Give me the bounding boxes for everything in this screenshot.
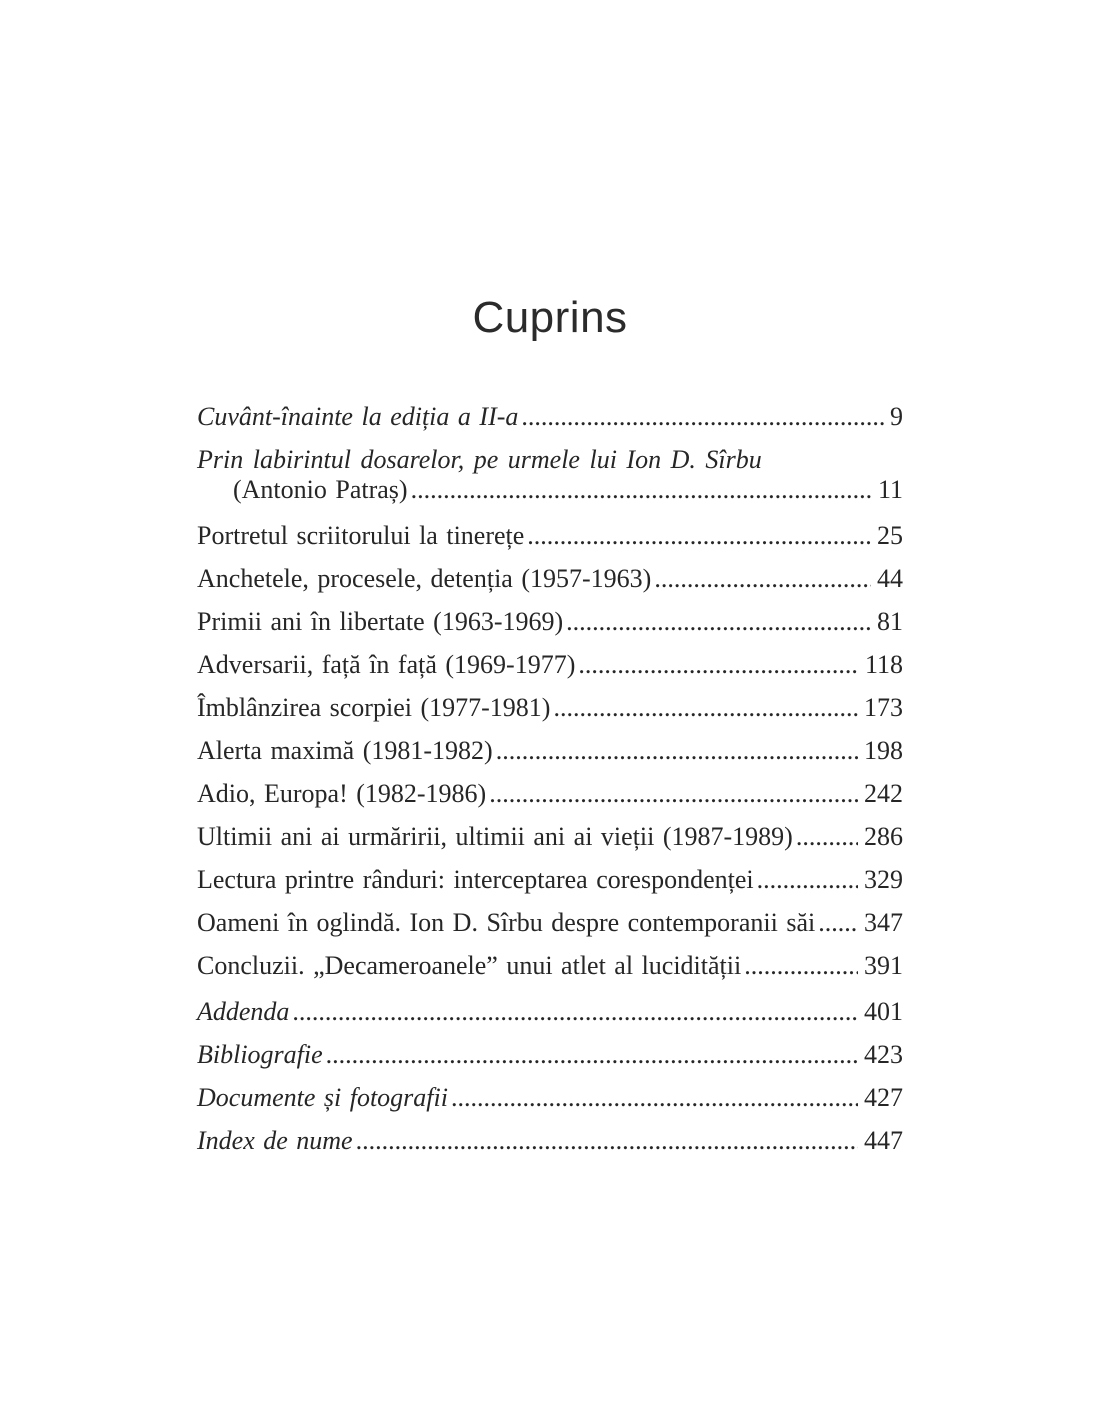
dot-leader [553,693,858,723]
toc-entry [197,779,903,809]
toc-entry-subtitle-row [233,475,903,505]
toc-entry-page: 173 [864,693,903,722]
toc-entry-page: 329 [864,865,903,894]
toc-entry [197,736,903,766]
dot-leader [356,1126,858,1156]
toc-entry-page: 347 [864,908,903,937]
toc-entry-page: 447 [864,1126,903,1155]
toc-entry [197,693,903,723]
dot-leader [566,607,871,637]
toc-entry-page: 81 [877,607,903,636]
toc-front-matter [197,402,903,505]
dot-leader [654,564,871,594]
toc-entry-page: 44 [877,564,903,593]
toc-entry-subtitle: (Antonio Patraș) [233,475,408,504]
toc-chapters [197,521,903,981]
dot-leader [757,865,858,895]
dot-leader [451,1083,858,1113]
toc-back-matter [197,997,903,1156]
toc-entry [197,521,903,551]
toc-entry-title: Bibliografie [197,1040,323,1069]
toc-entry-page: 401 [864,997,903,1026]
toc-entry-page: 25 [877,521,903,550]
page-title: Cuprins [472,293,628,342]
toc-entry-title: Adio, Europa! (1982-1986) [197,779,487,808]
toc-entry [197,650,903,680]
toc-entry [197,997,903,1027]
toc-entry-title: Documente și fotografii [197,1083,448,1112]
toc-entry [197,1126,903,1156]
toc-entry-title: Portretul scriitorului la tinerețe [197,521,525,550]
toc-entry-title: Anchetele, procesele, detenția (1957-1963) [197,564,652,593]
toc-entry-page: 11 [877,475,903,504]
dot-leader [527,521,871,551]
toc-entry-page: 9 [890,402,903,431]
toc-entry [197,564,903,594]
dot-leader [818,908,858,938]
dot-leader [744,951,858,981]
toc-entry [197,951,903,981]
toc-entry [197,607,903,637]
toc-entry [197,1083,903,1113]
toc-entry-page: 242 [864,779,903,808]
dot-leader [292,997,858,1027]
toc-entry-title: Lectura printre rânduri: interceptarea corespondenței [197,865,754,894]
dot-leader [496,736,858,766]
dot-leader [489,779,858,809]
toc-entry-page: 198 [864,736,903,765]
toc-entry-title: Prin labirintul dosarelor, pe urmele lui Ion D. Sîrbu [197,445,762,474]
toc-entry-title: Îmblânzirea scorpiei (1977-1981) [197,693,551,722]
toc-entry [197,865,903,895]
toc-entry-title: Adversarii, față în față (1969-1977) [197,650,576,679]
toc-entry-title: Addenda [197,997,290,1026]
toc-entry [197,1040,903,1070]
dot-leader [411,475,872,505]
toc-entry-page: 423 [864,1040,903,1069]
dot-leader [796,822,858,852]
dot-leader [521,402,884,432]
toc-entry-page: 286 [864,822,903,851]
toc-entry-page: 118 [864,650,903,679]
toc-entry [197,908,903,938]
table-of-contents [197,402,903,1156]
toc-entry-title: Alerta maximă (1981-1982) [197,736,493,765]
toc-entry-title: Cuvânt-înainte la ediția a II-a [197,402,519,431]
toc-entry-title: Oameni în oglindă. Ion D. Sîrbu despre contemporanii săi [197,908,816,937]
toc-entry-title: Primii ani în libertate (1963-1969) [197,607,564,636]
toc-entry-title: Index de nume [197,1126,353,1155]
toc-entry-page: 427 [864,1083,903,1112]
toc-entry-title: Ultimii ani ai urmăririi, ultimii ani ai vieții (1987-1989) [197,822,793,851]
toc-entry [197,822,903,852]
dot-leader [578,650,859,680]
toc-entry-title: Concluzii. „Decameroanele” unui atlet al lucidității [197,951,742,980]
toc-entry [197,402,903,432]
dot-leader [326,1040,858,1070]
toc-entry-page: 391 [864,951,903,980]
toc-entry [197,445,903,505]
